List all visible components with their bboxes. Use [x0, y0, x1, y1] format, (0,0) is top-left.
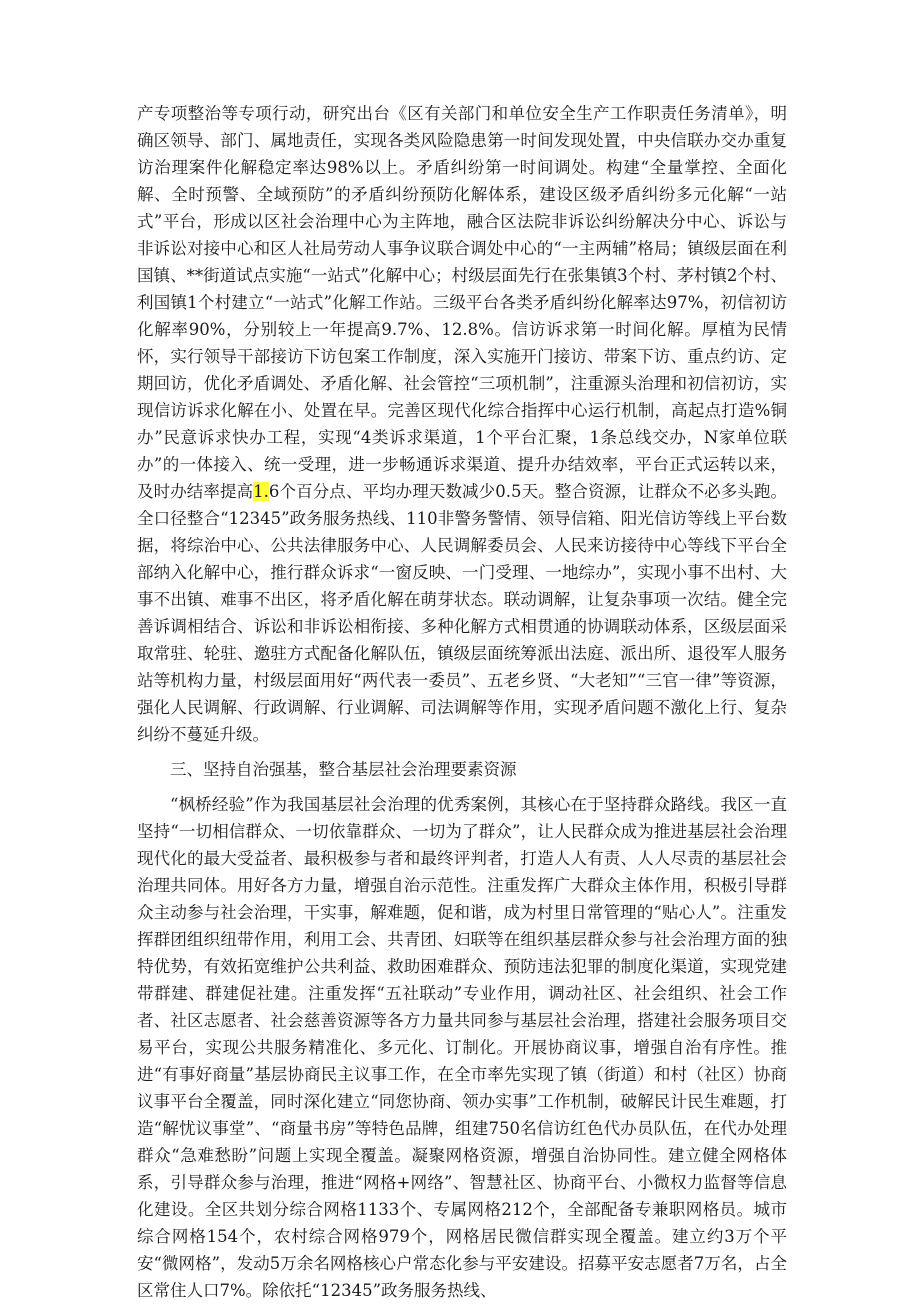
paragraph-text-start: 产专项整治等专项行动，研究出台《区有关部门和单位安全生产工作职责任务清单》，明确区领导、部门、属地责任，实现各类风险隐患第一时间发现处置，中央信联办交办重复访治理案件化解稳定率达98%以上。矛盾纠纷第一时间调处。构建“全量掌控、全面化解、全时预警、全域预防”的矛盾纠纷预防化解体系，建设区级矛盾纠纷多元化解“一站式”平台，形成以区社会治理中心为主阵地，融合区法院非诉讼纠纷解决分中心、诉讼与非诉讼对接中心和区人社局劳动人事争议联合调处中心的“一主两辅”格局；镇级层面在利国镇、**街道试点实施“一站式”化解中心；村级层面先行在张集镇3个村、茅村镇2个村、利国镇1个村建立“一站式”化解工作站。三级平台各类矛盾纠纷化解率达97%，初信初访化解率90%，分别较上一年提高9.7%、12.8%。信访诉求第一时间化解。厚植为民情怀，实行领导干部接访下访包案工作制度，深入实施开门接访、带案下访、重点约访、定期回访，优化矛盾调处、矛盾化解、社会管控“三项机制”，注重源头治理和初信初访，实现信访诉求化解在小、处置在早。完善区现代化综合指挥中心运行机制，高起点打造%铜办”民意诉求快办工程，实现“4类诉求渠道，1个平台汇聚，1条总线交办，N家单位联办”的一体接入、统一受理，进一步畅通诉求渠道、提升办结效率，平台正式运转以来，及时办结率提高	[137, 104, 787, 501]
paragraph-self-governance: “枫桥经验”作为我国基层社会治理的优秀案例，其核心在于坚持群众路线。我区一直坚持“一切相信群众、一切依靠群众、一切为了群众”，让人民群众成为推进基层社会治理现代化的最大受益者、最积极参与者和最终评判者，打造人人有责、人人尽责的基层社会治理共同体。用好各方力量，增强自治示范性。注重发挥广大群众主体作用，积极引导群众主动参与社会治理，干实事，解难题，促和谐，成为村里日常管理的“贴心人”。注重发挥群团组织纽带作用，利用工会、共青团、妇联等在组织基层群众参与社会治理方面的独特优势，有效拓宽维护公共利益、救助困难群众、预防违法犯罪的制度化渠道，实现党建带群建、群建促社建。注重发挥“五社联动”专业作用，调动社区、社会组织、社会工作者、社区志愿者、社会慈善资源等各方力量共同参与基层社会治理，搭建社会服务项目交易平台，实现公共服务精准化、多元化、订制化。开展协商议事，增强自治有序性。推进“有事好商量”基层协商民主议事工作，在全市率先实现了镇（街道）和村（社区）协商议事平台全覆盖，同时深化建立“同您协商、领办实事”工作机制，破解民计民生难题，打造“解忧议事堂”、“商量书房”等特色品牌，组建750名信访红色代办员队伍，在代办处理群众“急难愁盼”问题上实现全覆盖。凝聚网格资源，增强自治协同性。建立健全网格体系，引导群众参与治理，推进“网格+网络”、智慧社区、协商平台、小微权力监督等信息化建设。全区共划分综合网格1133个、专属网格212个，全部配备专兼职网格员。城市综合网格154个，农村综合网格979个，网格居民微信群实现全覆盖。建立约3万个平安“微网格”，发动5万余名网格核心户常态化参与平安建设。招募平安志愿者7万名，占全区常住人口7%。除依托“12345”政务服务热线、	[137, 795, 787, 1300]
section-heading: 三、坚持自治强基，整合基层社会治理要素资源	[170, 760, 517, 779]
paragraph-text-end: 6个百分点、平均办理天数减少0.5天。整合资源，让群众不必多头跑。全口径整合“12345”政务服务热线、110非警务警情、领导信箱、阳光信访等线上平台数据，将综治中心、公共法律服务中心、人民调解委员会、人民来访接待中心等线下平台全部纳入化解中心，推行群众诉求“一窗反映、一门受理、一地综办”，实现小事不出村、大事不出镇、难事不出区，将矛盾化解在萌芽状态。联动调解，让复杂事项一次结。健全完善诉调相结合、诉讼和非诉讼相衔接、多种化解方式相贯通的协调联动体系，区级层面采取常驻、轮驻、邀驻方式配备化解队伍，镇级层面统筹派出法庭、派出所、退役军人服务站等机构力量，村级层面用好“两代表一委员”、五老乡贤、“大老知”“三官一律”等资源，强化人民调解、行政调解、行业调解、司法调解等作用，实现矛盾问题不激化上行、复杂纠纷不蔓延升级。	[137, 482, 787, 744]
paragraph-dispute-resolution	[137, 100, 787, 748]
highlighted-text: 1.	[253, 482, 269, 501]
document-body	[137, 100, 787, 1304]
